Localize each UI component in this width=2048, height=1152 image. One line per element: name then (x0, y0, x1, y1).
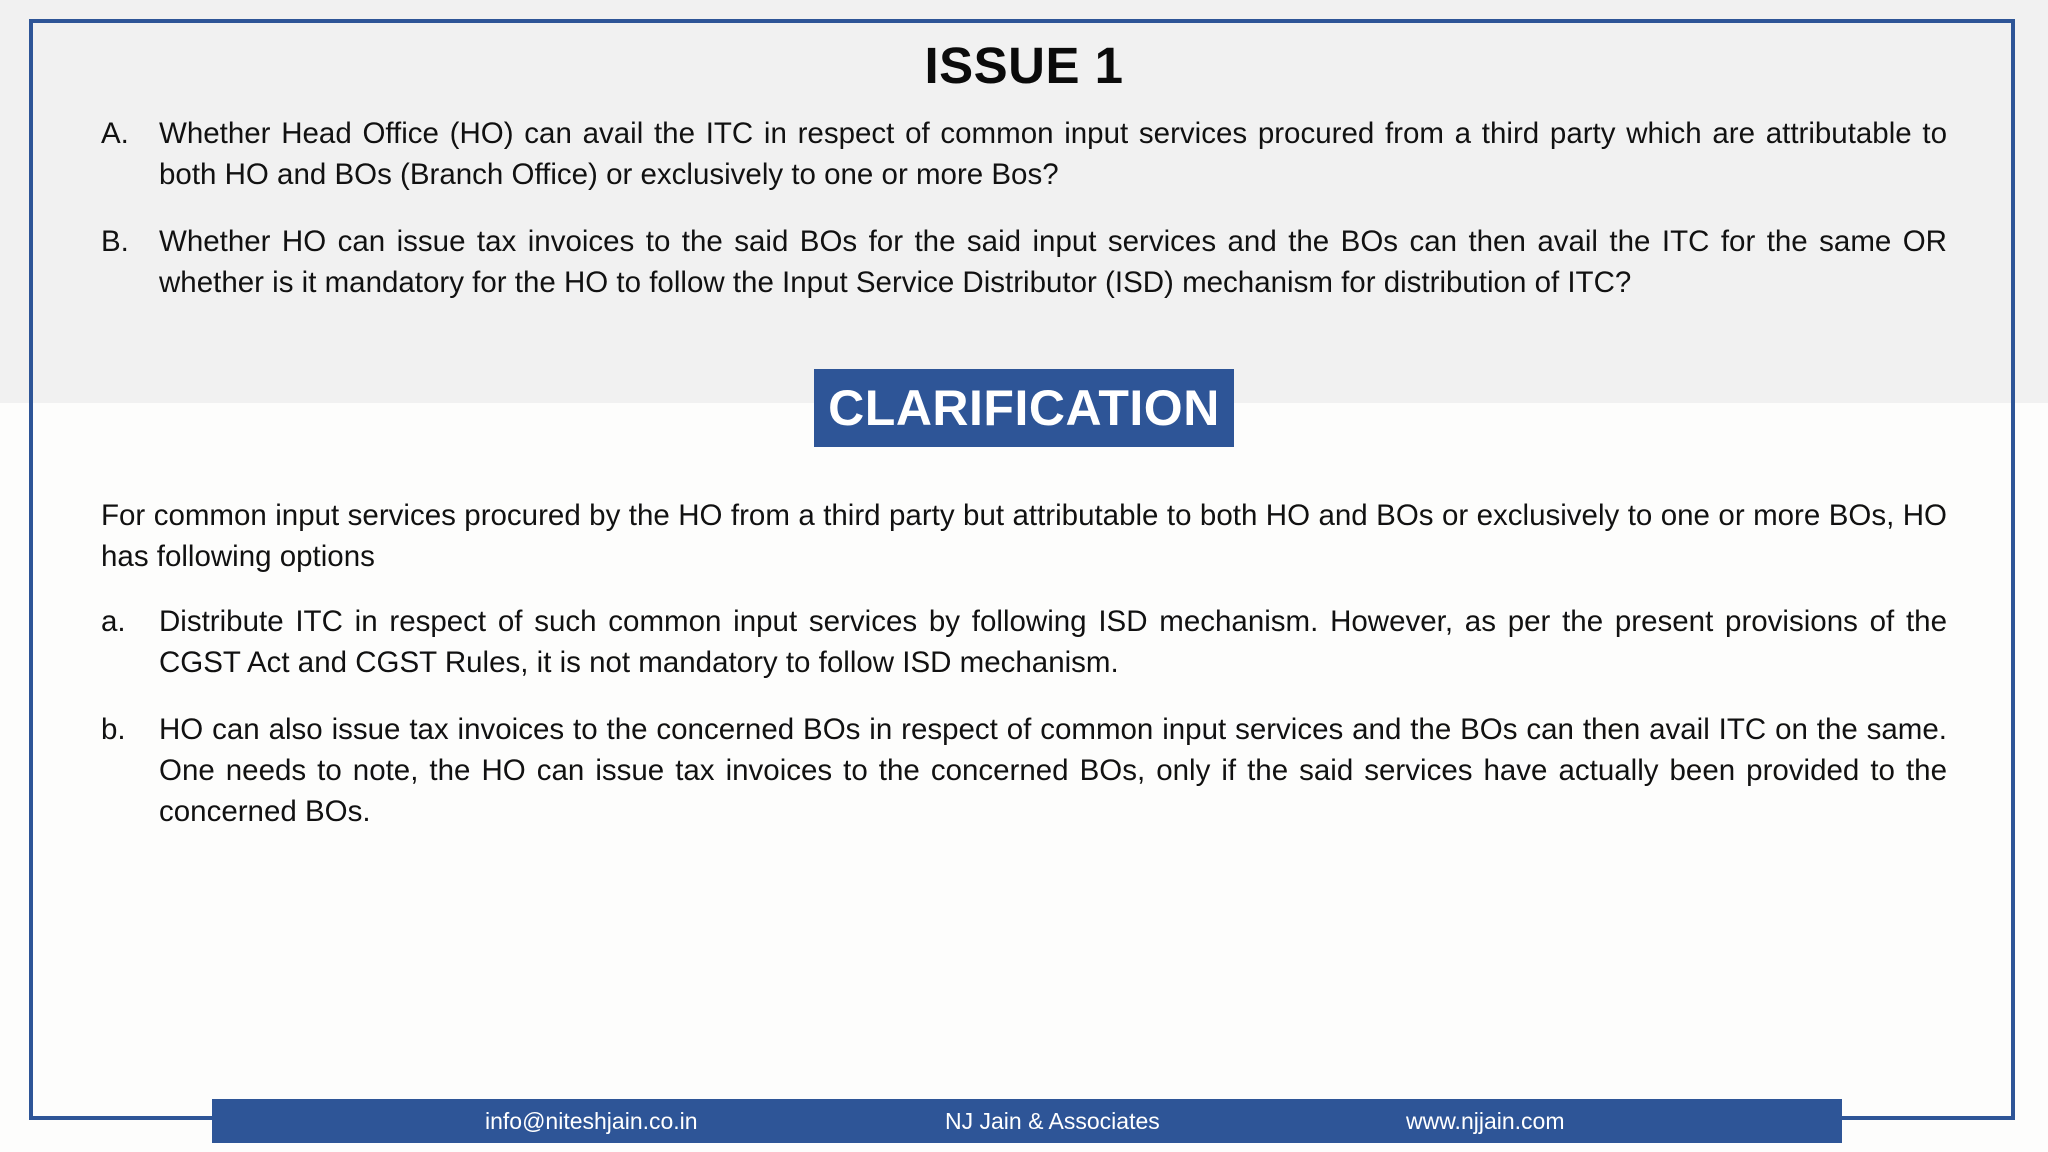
clarification-item-a (101, 601, 1947, 683)
footer-bar (212, 1099, 1842, 1143)
clarification-list (101, 601, 1947, 832)
issue-item-text: Whether Head Office (HO) can avail the ITC in respect of common input services procured from a third party which are attributable to both HO and BOs (Branch Office) or exclusively to one or more Bos? (159, 117, 1947, 191)
clarification-intro: For common input services procured by the HO from a third party but attributable to both HO and BOs or exclusively to one or more BOs, HO has following options (101, 499, 1947, 573)
clarification-item-marker: a. (101, 605, 126, 638)
issue-item-marker: B. (101, 225, 129, 258)
clarification-item-text: Distribute ITC in respect of such common input services by following ISD mechanism. However, as per the present provisions of the CGST Act and CGST Rules, it is not mandatory to follow ISD mechanism. (159, 605, 1947, 679)
issue-item-a (101, 113, 1947, 195)
issue-title: ISSUE 1 (924, 37, 1124, 94)
issue-item-text: Whether HO can issue tax invoices to the said BOs for the said input services and the BOs can then avail the ITC for the same OR whether is it mandatory for the HO to follow the Input Service Distributor (ISD) mechanism for distribution of ITC? (159, 225, 1947, 299)
footer-firm-name: NJ Jain & Associates (945, 1108, 1160, 1134)
clarification-item-text: HO can also issue tax invoices to the concerned BOs in respect of common input services and the BOs can then avail ITC on the same. One needs to note, the HO can issue tax invoices to the concerned BOs, only if the said services have actually been provided to the concerned BOs. (159, 713, 1947, 828)
clarification-item-b (101, 709, 1947, 832)
issue-item-b (101, 221, 1947, 303)
footer-website: www.njjain.com (1406, 1108, 1565, 1134)
issue-list (101, 113, 1947, 303)
clarification-heading: CLARIFICATION (814, 369, 1234, 447)
issue-item-marker: A. (101, 117, 129, 150)
clarification-item-marker: b. (101, 713, 126, 746)
footer-email: info@niteshjain.co.in (485, 1108, 698, 1134)
